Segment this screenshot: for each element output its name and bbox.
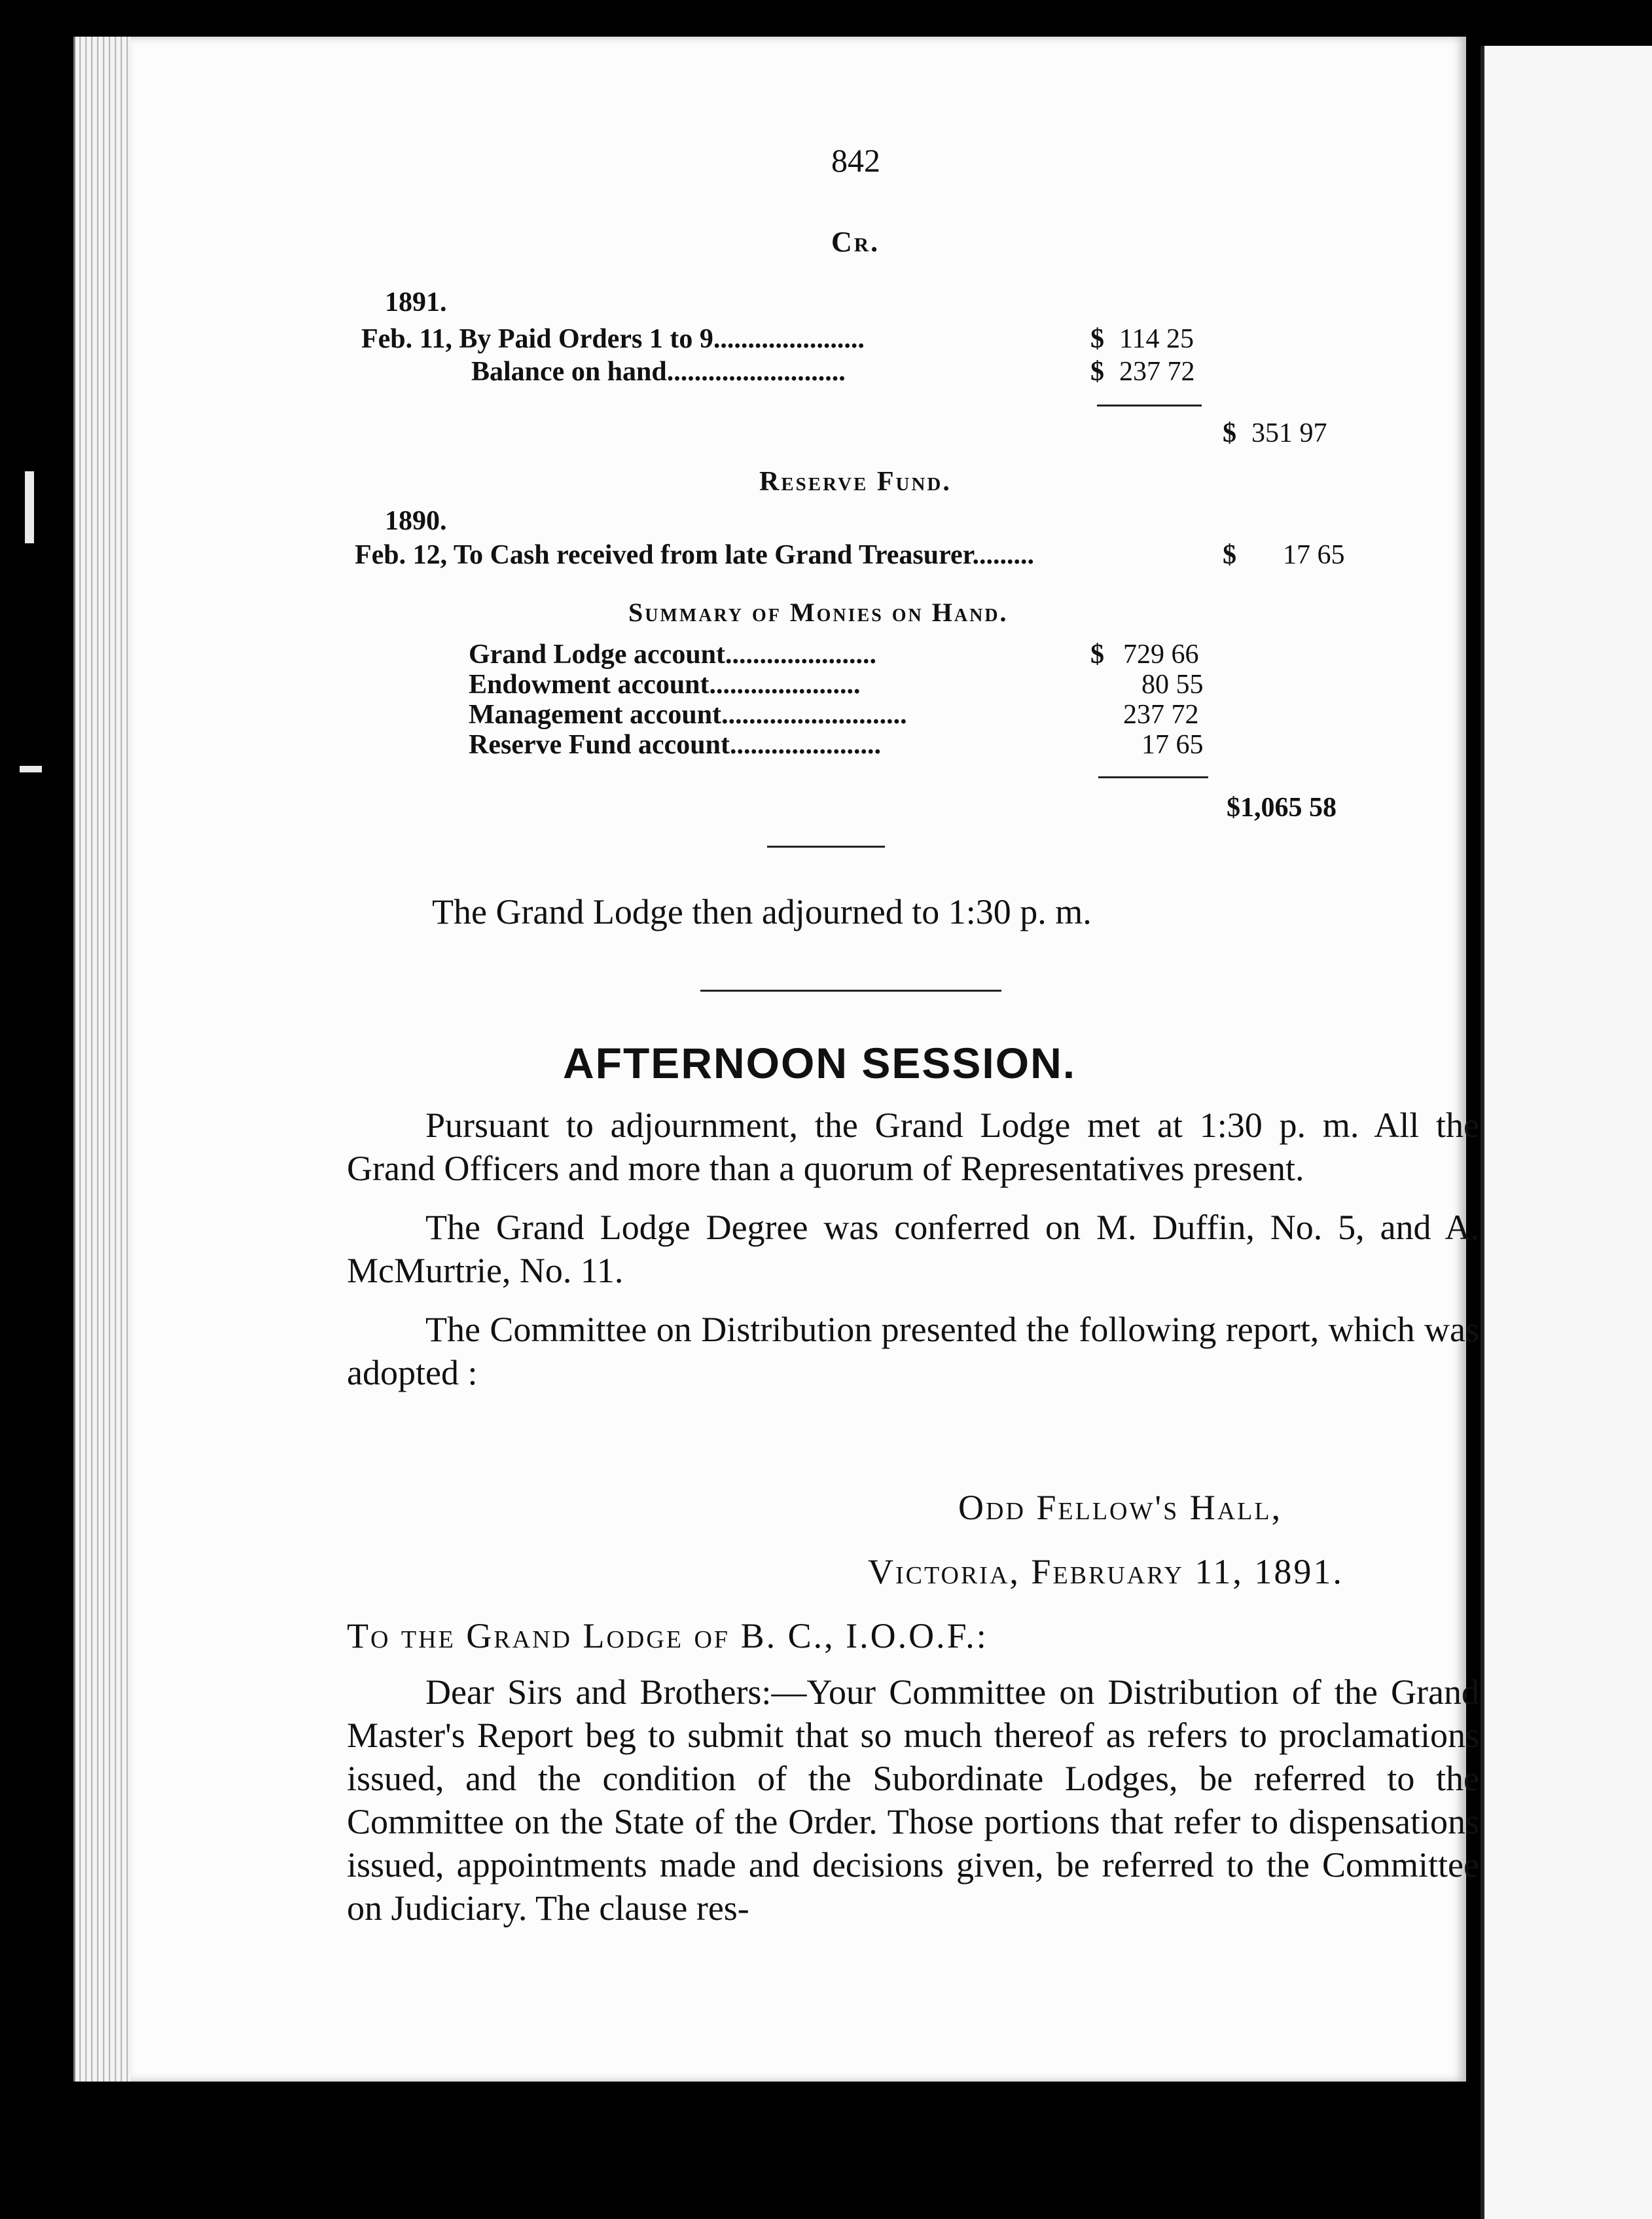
summary-dots: ...................... (725, 640, 877, 670)
summary-row (469, 669, 861, 700)
ledger-row (355, 539, 1034, 571)
summary-row (469, 729, 881, 761)
summary-amount: 80 55 (1141, 670, 1204, 700)
summary-amount: 729 66 (1123, 640, 1199, 670)
page-number: 842 (831, 142, 880, 179)
letter-body (347, 1670, 1479, 1930)
total-amount: 351 97 (1251, 418, 1327, 448)
letter-date: Victoria, February 11, 1891. (868, 1552, 1344, 1591)
ledger-label: To Cash received from late Grand Treasurer (453, 540, 973, 570)
paragraph: The Grand Lodge Degree was conferred on M. Duffin, No. 5, and A. McMurtrie, No. 11. (347, 1208, 1479, 1290)
ledger-date: Feb. 12, (355, 540, 448, 570)
ledger-dots: ......... (972, 540, 1034, 570)
summary-amount: 17 65 (1141, 730, 1204, 760)
ledger-amount: 237 72 (1119, 357, 1195, 387)
ledger-row (361, 323, 865, 355)
body-text (347, 1104, 1479, 1394)
sum-rule (1097, 405, 1202, 406)
summary-label: Management account (469, 700, 722, 730)
ledger-amount: 114 25 (1119, 324, 1194, 354)
summary-total: $1,065 58 (1227, 793, 1337, 823)
adjourned-line: The Grand Lodge then adjourned to 1:30 p. m. (432, 892, 1092, 931)
section-divider (700, 990, 1001, 992)
reserve-year: 1890. (385, 506, 447, 536)
cr-year: 1891. (385, 287, 447, 317)
ledger-label: By Paid Orders 1 to 9 (459, 324, 713, 354)
facing-page-edge (1481, 46, 1652, 2219)
section-divider (767, 846, 885, 848)
ledger-row (471, 356, 846, 388)
afternoon-session-heading: AFTERNOON SESSION. (563, 1039, 1077, 1087)
summary-label: Endowment account (469, 670, 709, 700)
total-dollar: $ (1223, 418, 1236, 448)
ledger-label: Balance on hand (471, 357, 667, 387)
summary-dots: ...................... (729, 730, 881, 760)
ledger-dollar: $ (1090, 357, 1104, 387)
summary-amount: 237 72 (1123, 700, 1199, 730)
paragraph: The Committee on Distribution presented the following report, which was adopted : (347, 1310, 1479, 1392)
book-page (131, 37, 1479, 2082)
summary-label: Reserve Fund account (469, 730, 730, 760)
paragraph: Dear Sirs and Brothers:—Your Committee on Distribution of the Grand Master's Report beg to submit that so much thereof as refers to proclamations issued, and the condition of the Subordinate Lodges, be referred to the Committee on the State of the Order. Those portions that refer to dispensations issued, appointments made and decisions given, be referred to the Committee on Judiciary. The clause res- (347, 1672, 1479, 1928)
summary-dollar: $ (1090, 640, 1104, 670)
ledger-dollar: $ (1223, 540, 1236, 570)
summary-heading: Summary of Monies on Hand. (628, 598, 1009, 627)
ledger-amount: 17 65 (1283, 540, 1345, 570)
summary-dots: ...................... (709, 670, 861, 700)
ledger-dollar: $ (1090, 324, 1104, 354)
summary-row (469, 699, 907, 731)
binding-mark (25, 471, 34, 543)
summary-row (469, 639, 876, 670)
ledger-dots: ...................... (713, 324, 865, 354)
letter-place: Odd Fellow's Hall, (958, 1488, 1283, 1527)
binding-mark (20, 766, 42, 772)
summary-label: Grand Lodge account (469, 640, 726, 670)
ledger-date: Feb. 11, (361, 324, 452, 354)
sum-rule (1098, 776, 1208, 778)
summary-dots: ........................... (721, 700, 907, 730)
paragraph: Pursuant to adjournment, the Grand Lodge met at 1:30 p. m. All the Grand Officers and more than a quorum of Representatives present. (347, 1106, 1479, 1188)
letter-salutation: To the Grand Lodge of B. C., I.O.O.F.: (347, 1616, 988, 1655)
cr-heading: Cr. (831, 226, 880, 258)
reserve-fund-heading: Reserve Fund. (759, 467, 952, 497)
ledger-dots: .......................... (666, 357, 846, 387)
